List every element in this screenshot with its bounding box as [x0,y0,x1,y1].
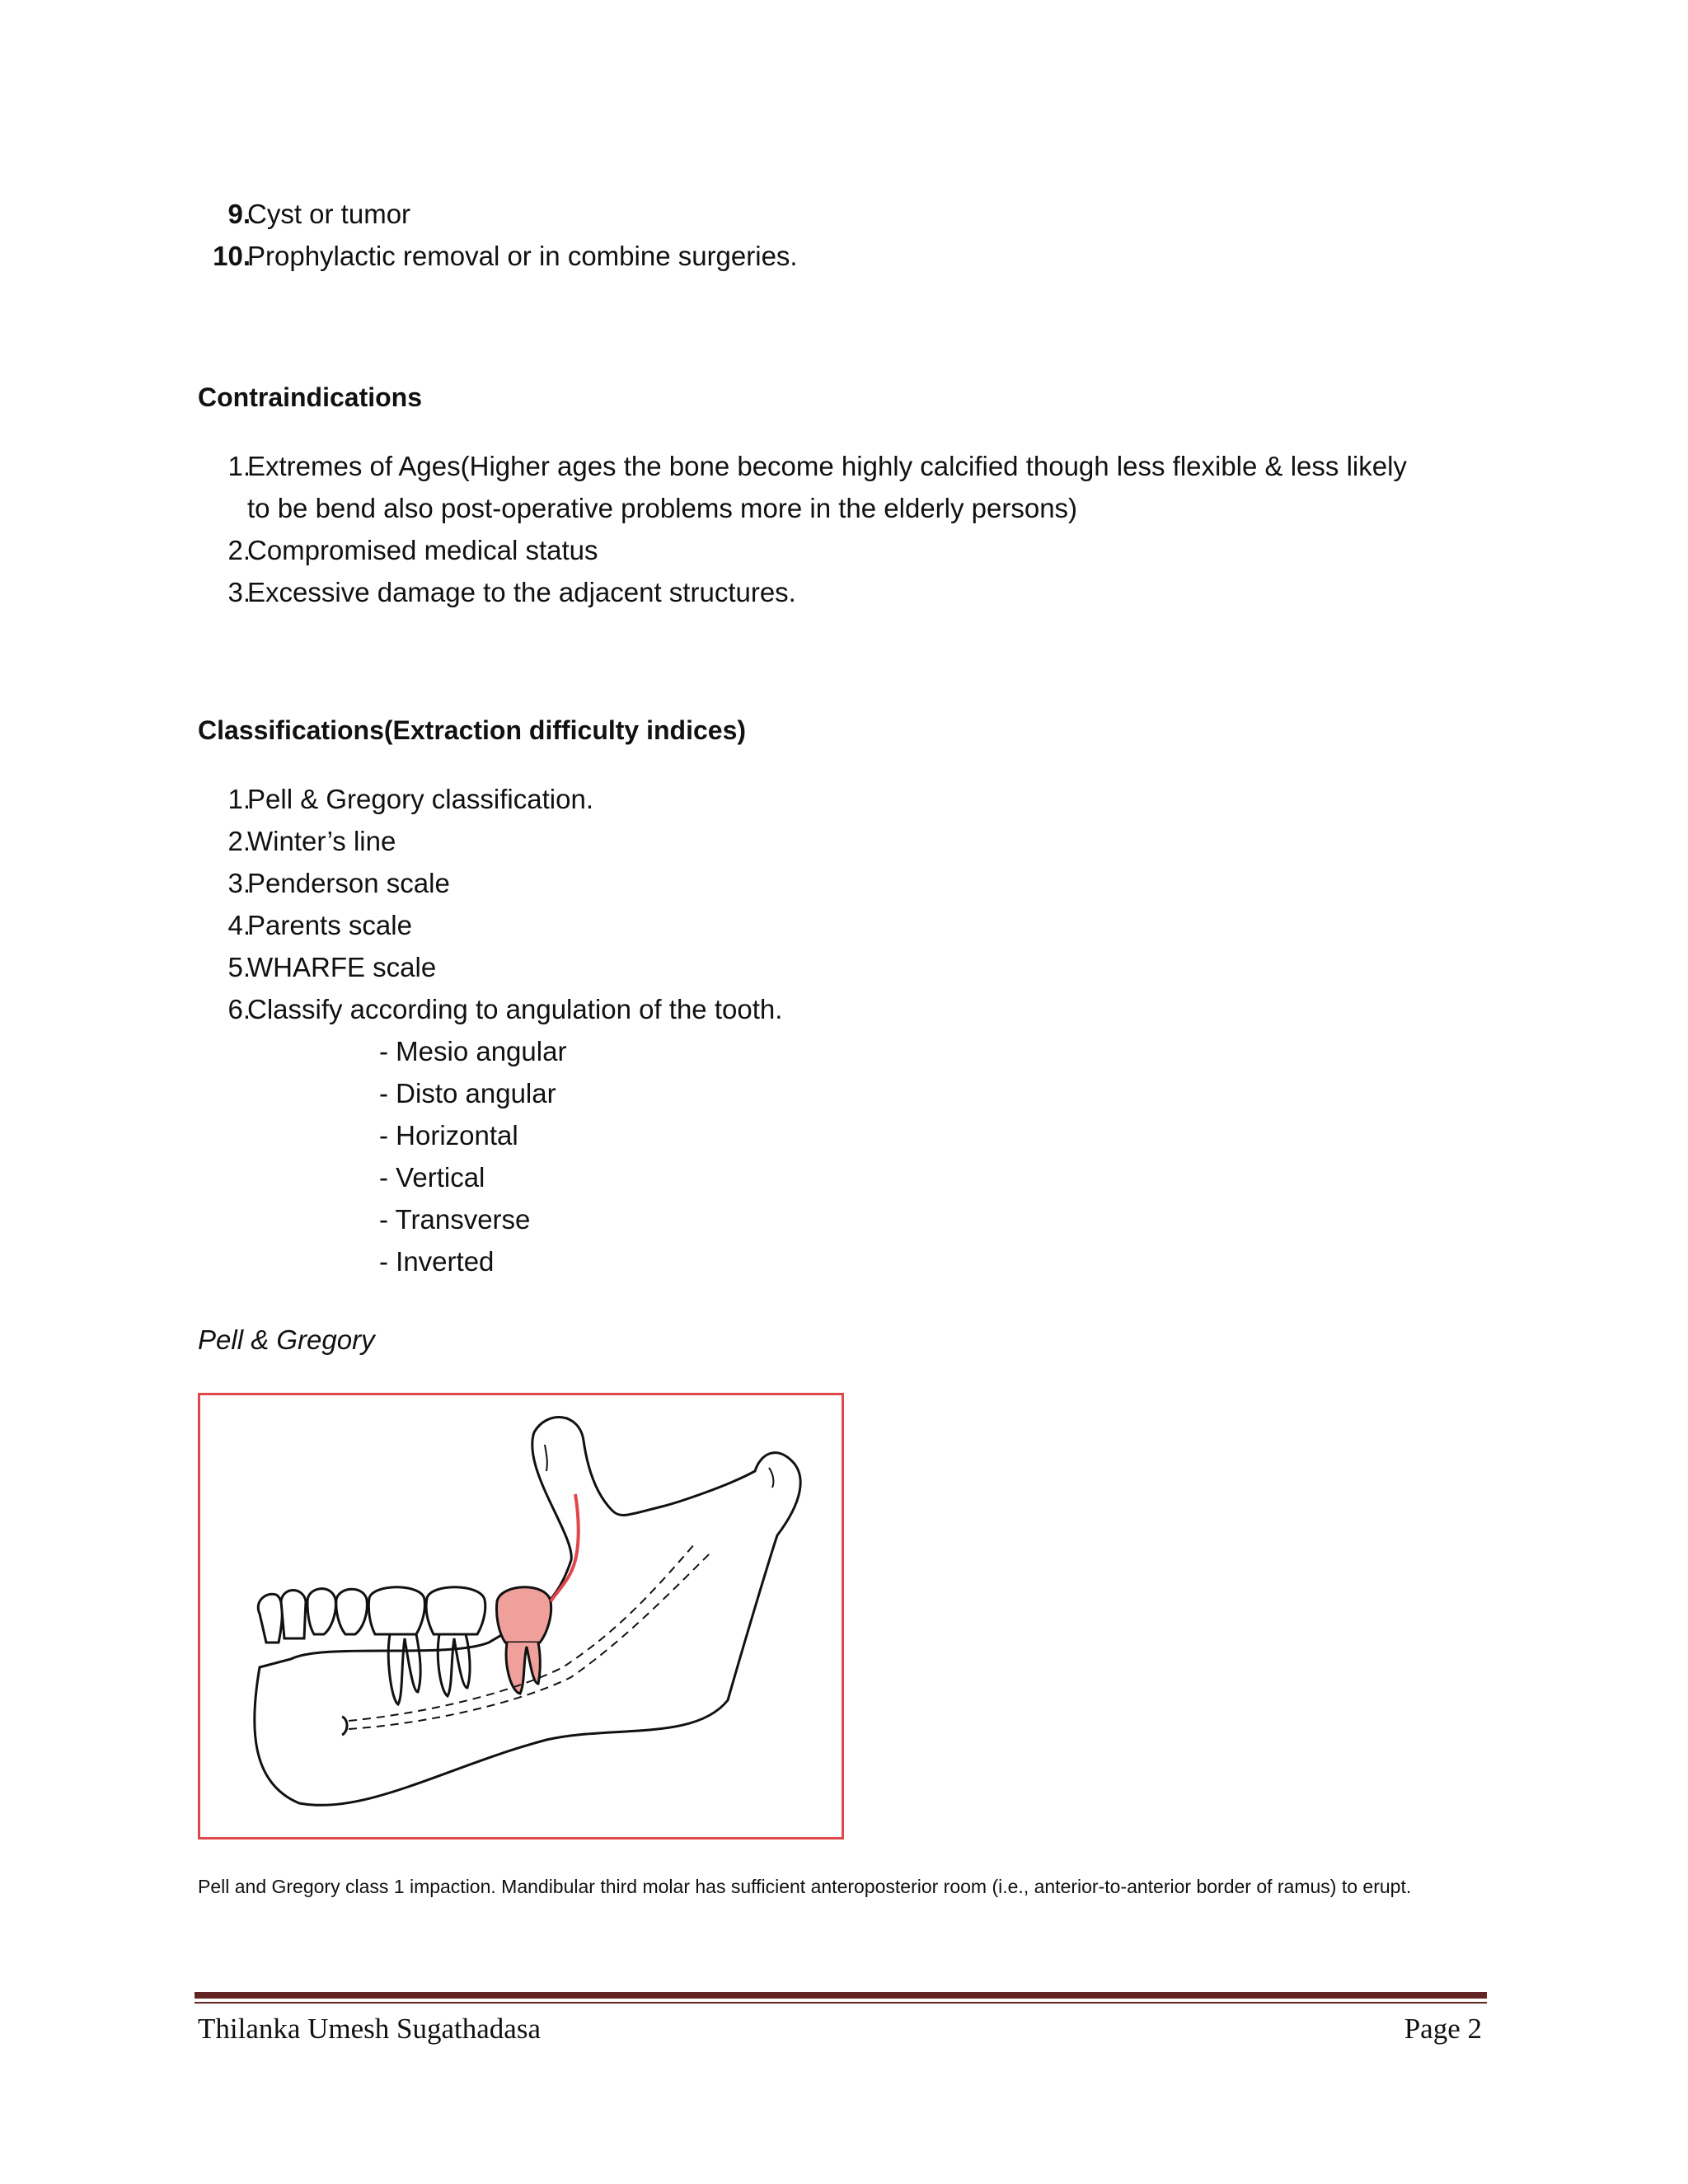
figure-label: Pell & Gregory [198,1324,375,1355]
angulation-mesio: - Mesio angular [379,1036,567,1066]
angulation-vertical: - Vertical [379,1162,485,1193]
angulation-disto: - Disto angular [379,1078,556,1108]
classifications-heading: Classifications(Extraction difficulty indices) [198,715,747,745]
list-text: Extremes of Ages(Higher ages the bone become highly calcified though less flexible & less likely [247,451,1407,481]
list-text: Parents scale [247,910,412,940]
list-number: 3. [227,577,251,607]
tooth-incisor [258,1594,282,1643]
list-number: 2. [227,535,251,565]
third-molar-crown [496,1587,551,1643]
angulation-inverted: - Inverted [379,1246,495,1277]
list-number: 5. [227,952,251,982]
list-text: Classify according to angulation of the tooth. [247,994,783,1024]
mandible-illustration [198,1393,844,1840]
page-number: Page 2 [1404,2013,1482,2045]
list-number: 2. [227,826,251,856]
list-text: Prophylactic removal or in combine surgeries. [247,241,798,271]
list-text: Winter’s line [247,826,396,856]
list-text: Cyst or tumor [247,199,411,229]
list-text: Compromised medical status [247,535,598,565]
figure-caption: Pell and Gregory class 1 impaction. Mandibular third molar has sufficient anteroposterior room (i.e., anterior-to-anterior border of ramus) to erupt. [198,1876,1412,1897]
tooth-premolar-1 [307,1589,335,1634]
list-number: 10. [213,241,251,271]
footer-author: Thilanka Umesh Sugathadasa [198,2013,542,2045]
list-number: 6. [227,994,251,1024]
footer-rule [195,1992,1487,1999]
tooth-molar-1 [368,1587,424,1634]
list-text: WHARFE scale [247,952,437,982]
list-text: Pell & Gregory classification. [247,784,593,814]
list-text: to be bend also post-operative problems more in the elderly persons) [247,493,1078,523]
tooth-canine [281,1591,306,1639]
list-number: 1. [227,784,251,814]
tooth-premolar-2 [336,1589,368,1634]
list-number: 1. [227,451,251,481]
list-number: 3. [227,868,251,898]
list-number: 9. [227,199,251,229]
list-text: Excessive damage to the adjacent structures. [247,577,796,607]
tooth-molar-2 [426,1587,485,1634]
list-number: 4. [227,910,251,940]
list-text: Penderson scale [247,868,450,898]
contraindications-heading: Contraindications [198,382,423,412]
footer-rule-thin [195,2002,1487,2004]
mandible-diagram [200,1395,842,1837]
angulation-horizontal: - Horizontal [379,1120,518,1151]
angulation-transverse: - Transverse [379,1204,531,1235]
